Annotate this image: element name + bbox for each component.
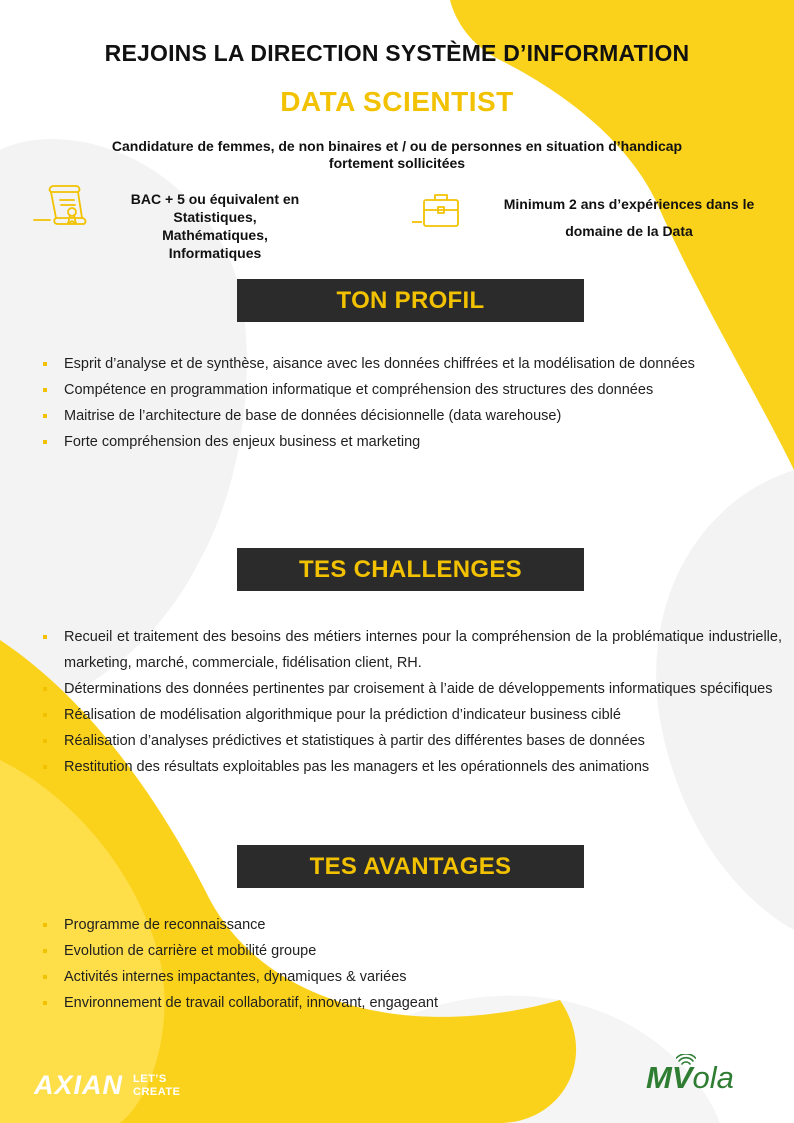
mvola-wordmark xyxy=(646,1060,734,1096)
avantages-list xyxy=(41,912,741,1016)
job-title: DATA SCIENTIST xyxy=(280,86,514,117)
page-title: REJOINS LA DIRECTION SYSTÈME D’INFORMATION xyxy=(104,40,690,66)
section-title-profil: TON PROFIL xyxy=(237,279,584,322)
section-title-challenges: TES CHALLENGES xyxy=(237,548,584,591)
diploma-icon xyxy=(32,180,94,238)
mvola-wordmark-rest: ola xyxy=(692,1060,734,1095)
axian-logo xyxy=(34,1070,180,1101)
briefcase-icon xyxy=(410,190,464,230)
axian-tagline-line-2: CREATE xyxy=(133,1085,181,1098)
list-item: Activités internes impactantes, dynamiques & variées xyxy=(41,964,741,990)
experience-requirement: Minimum 2 ans d’expériences dans le domaine de la Data xyxy=(503,196,755,239)
challenges-list xyxy=(41,624,782,780)
profil-list xyxy=(41,351,739,455)
list-item: Environnement de travail collaboratif, innovant, engageant xyxy=(41,990,741,1016)
axian-tagline xyxy=(133,1073,180,1099)
axian-wordmark: AXIAN xyxy=(34,1070,124,1100)
list-item: Compétence en programmation informatique et compréhension des structures des données xyxy=(41,377,739,403)
list-item: Maitrise de l’architecture de base de données décisionnelle (data warehouse) xyxy=(41,403,739,429)
list-item: Recueil et traitement des besoins des métiers internes pour la compréhension de la problématique industrielle, marketing, marché, commerciale, fidélisation client, RH. xyxy=(41,624,782,676)
list-item: Programme de reconnaissance xyxy=(41,912,741,938)
list-item: Restitution des résultats exploitables pas les managers et les opérationnels des animations xyxy=(41,754,782,780)
list-item: Esprit d’analyse et de synthèse, aisance avec les données chiffrées et la modélisation de données xyxy=(41,351,739,377)
section-title-avantages: TES AVANTAGES xyxy=(237,845,584,888)
diversity-note: Candidature de femmes, de non binaires et / ou de personnes en situation d’handicap fortement sollicitées xyxy=(111,138,683,171)
list-item: Evolution de carrière et mobilité groupe xyxy=(41,938,741,964)
education-requirement: BAC + 5 ou équivalent en Statistiques, Mathématiques, Informatiques xyxy=(130,191,300,261)
mvola-logo xyxy=(646,1060,770,1102)
list-item: Réalisation d’analyses prédictives et statistiques à partir des différentes bases de données xyxy=(41,728,782,754)
list-item: Forte compréhension des enjeux business et marketing xyxy=(41,429,739,455)
list-item: Réalisation de modélisation algorithmique pour la prédiction d’indicateur business ciblé xyxy=(41,702,782,728)
list-item: Déterminations des données pertinentes par croisement à l’aide de développements informatiques spécifiques xyxy=(41,676,782,702)
mvola-wordmark-main: MV xyxy=(646,1060,693,1095)
axian-tagline-line-1: LET’S xyxy=(133,1072,167,1085)
